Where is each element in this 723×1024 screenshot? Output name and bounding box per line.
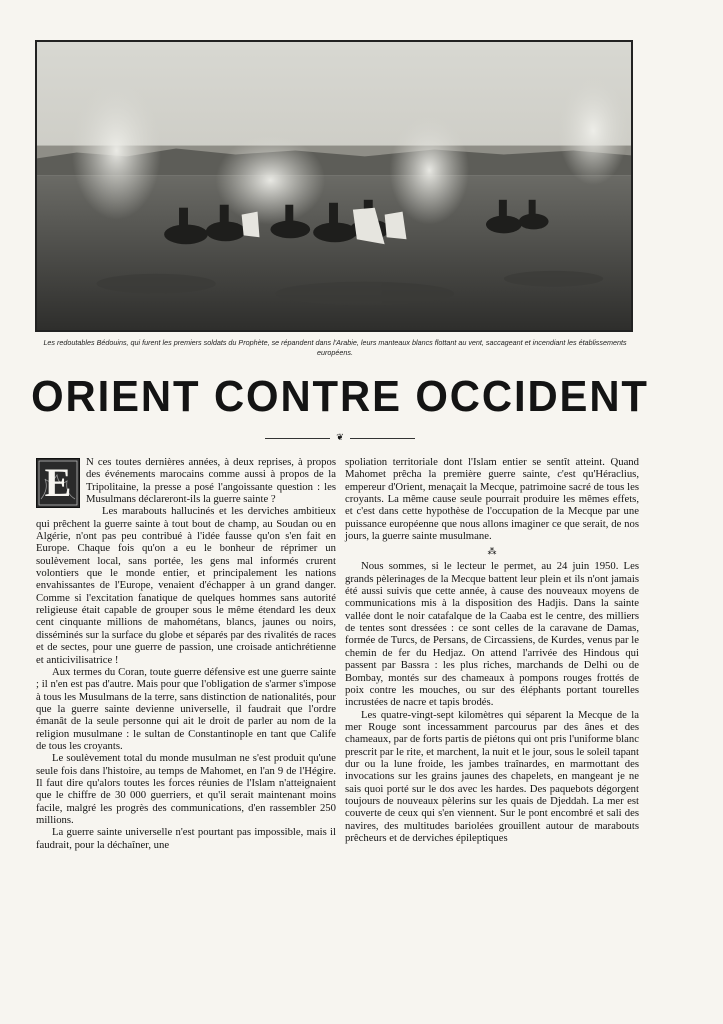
paragraph: spoliation territoriale dont l'Islam entier se sentît atteint. Quand Mahomet prêcha la première guerre sainte, c'est qu'Héraclius, empereur d'Orient, menaçait la Mecque, patrimoine sacré de tous les croyants. La même cause seule pourrait produire les mêmes effets, et c'est dans cette hypothèse de l'occupation de la Mecque par une puissance européenne que nous allons imaginer ce que serait, de nos jours, la guerre sainte musulmane.: [345, 456, 639, 543]
paragraph: N ces toutes dernières années, à deux reprises, à propos des événements marocains comme aussi à propos de la Tripolitaine, la presse a posé l'angoissante question : les Musulmans déclareront-ils la guerre sainte ?: [86, 456, 336, 506]
paragraph: Les quatre-vingt-sept kilomètres qui séparent la Mecque de la mer Rouge sont incessamment parcourus par des ânes et des chameaux, par de forts partis de piétons qui ont pris l'uniforme blanc prescrit par le rite, et marchent, la nuit et le jour, sous le soleil tapant dur ou la lune froide, les jambes traînardes, en marmottant des invocations sur les grains jaunes des chapelets, en mangeant je ne sais quoi porté sur le dos avec les hardes. Des paquebots dégorgent toujours de nouveaux pèlerins sur les quais de Djeddah. La mer est couverte de ceux qui s'en viennent. Sur le pont encombré et sali des navires, des multitudes bariolées grouillent autour de marabouts prêcheurs et de derviches épileptiques: [345, 708, 639, 844]
paragraph: La guerre sainte universelle n'est pourtant pas impossible, mais il faudrait, pour la déchaîner, une: [36, 826, 336, 851]
photo-illustration: [37, 42, 631, 330]
dropcap-letter: E: [44, 460, 72, 505]
paragraph: Nous sommes, si le lecteur le permet, au 24 juin 1950. Les grands pèlerinages de la Mecque battent leur plein et ils n'ont jamais été aussi suivis que cette année, à cause des nouveaux moyens de communications mis à la disposition des Hadjis. Dans la sainte vallée dont le noir catafalque de la Caaba est le centre, des milliers de tentes sont dressées : ce sont celles de la caravane de Damas, formée de Turcs, de Persans, de Circassiens, de Kurdes, venus par le chemin de fer du Hedjaz. On attend l'arrivée des Hindous qui passent par Bassra : les plus riches, marchands de Delhi ou de Bombay, montés sur des chameaux à pompons rouges frottés de poix contre les mouches, ou sur des éléphants portant tourelles incrustées de nacre et tapis brodés.: [345, 560, 639, 709]
paragraph: Le soulèvement total du monde musulman ne s'est produit qu'une seule fois dans l'histoire, au temps de Mahomet, en l'an 9 de l'Hégire. Il faut dire qu'alors toutes les forces réunies de l'Islam n'atteignaient que le chiffre de 30 000 guerriers, et qu'il serait maintenant moins facile, malgré les progrès des communications, d'en rassembler 250 millions.: [36, 752, 336, 826]
title-separator: [265, 434, 415, 442]
separator-line-right: [350, 438, 415, 439]
dropcap: [36, 458, 80, 508]
separator-line-left: [265, 438, 330, 439]
paragraph: Aux termes du Coran, toute guerre défensive est une guerre sainte ; il n'en est pas d'autre. Mais pour que l'obligation de s'armer s'impose à tous les Musulmans de la terre, sans distinction de nationalités, pour que la guerre sainte devienne universelle, il faudrait que l'ordre émanât de la seule personne qui ait le droit de parler au nom de la religion musulmane : le sultan de Constantinople en tant que Calife de tous les croyants.: [36, 665, 336, 752]
photo-caption: Les redoutables Bédouins, qui furent les premiers soldats du Prophète, se répandent dans l'Arabie, leurs manteaux blancs flottant au vent, saccageant et incendiant les établissements européens.: [43, 338, 627, 357]
right-column: [345, 456, 639, 844]
article-title: ORIENT CONTRE OCCIDENT: [31, 372, 649, 421]
left-column: [36, 456, 336, 851]
section-break-icon: ⁂: [487, 546, 497, 557]
paragraph: Les marabouts hallucinés et les derviches ambitieux qui prêchent la guerre sainte à tout bout de champ, au Soudan ou en Algérie, n'ont pas peu contribué à l'idée fausse qu'on s'en fait en Europe. Chaque fois qu'on a eu le bonheur de réprimer un soulèvement local, sans portée, les gens mal informés crurent volontiers que le monde entier, et principalement les nations envahissantes de l'Europe, venaient d'échapper à un grand danger. Comme si l'excitation fanatique de quelques hommes sans autorité religieuse était capable de grouper sous le même étendard les deux cent cinquante millions de mahométans, blancs, jaunes ou noirs, disséminés sur la surface du globe et séparés par des rivalités de races et de sectes, pour une guerre de passion, une croisade antichrétienne et anticivilisatrice !: [36, 505, 336, 666]
bedouin-cavalry-photo: [35, 40, 633, 332]
ornament-icon: ❦: [336, 432, 344, 442]
